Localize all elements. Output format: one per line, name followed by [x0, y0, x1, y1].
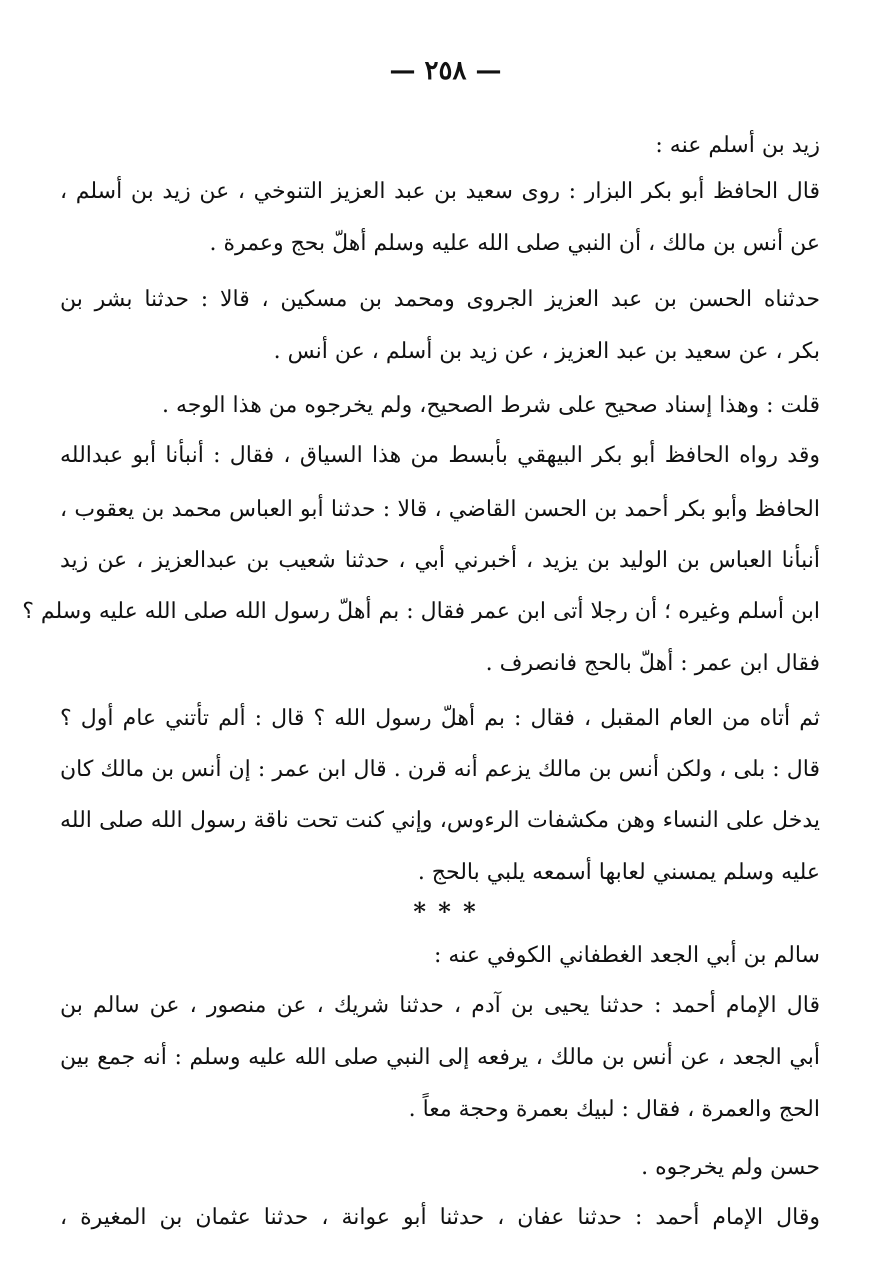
text-line: وقد رواه الحافظ أبو بكر البيهقي بأبسط من هذا السياق ، فقال : أنبأنا أبو عبدالله [60, 443, 820, 468]
text-line: أبي الجعد ، عن أنس بن مالك ، يرفعه إلى النبي صلى الله عليه وسلم : أنه جمع بين [60, 1045, 820, 1070]
text-line: حسن ولم يخرجوه . [641, 1155, 820, 1180]
text-line: فقال ابن عمر : أهلّ بالحج فانصرف . [485, 651, 820, 676]
text-line: الحج والعمرة ، فقال : لبيك بعمرة وحجة معاً . [408, 1097, 820, 1122]
section-heading-salim: سالم بن أبي الجعد الغطفاني الكوفي عنه : [434, 943, 820, 968]
text-line: قال : بلى ، ولكن أنس بن مالك يزعم أنه قرن . قال ابن عمر : إن أنس بن مالك كان [60, 757, 820, 782]
text-line: عن أنس بن مالك ، أن النبي صلى الله عليه وسلم أهلّ بحج وعمرة . [209, 231, 820, 256]
text-line: الحافظ وأبو بكر أحمد بن الحسن القاضي ، قالا : حدثنا أبو العباس محمد بن يعقوب ، [60, 497, 820, 522]
text-line: قال الحافظ أبو بكر البزار : روى سعيد بن عبد العزيز التنوخي ، عن زيد بن أسلم ، [60, 179, 820, 204]
text-line: يدخل على النساء وهن مكشفات الرءوس، وإني كنت تحت ناقة رسول الله صلى الله [60, 808, 820, 833]
text-line: أنبأنا العباس بن الوليد بن يزيد ، أخبرني أبي ، حدثنا شعيب بن عبدالعزيز ، عن زيد [60, 548, 820, 573]
text-line: بكر ، عن سعيد بن عبد العزيز ، عن زيد بن أسلم ، عن أنس . [273, 339, 820, 364]
text-line: ثم أتاه من العام المقبل ، فقال : بم أهلّ رسول الله ؟ قال : ألم تأتني عام أول ؟ [60, 706, 821, 731]
text-line: عليه وسلم يمسني لعابها أسمعه يلبي بالحج . [417, 860, 820, 885]
text-line: حدثناه الحسن بن عبد العزيز الجروى ومحمد بن مسكين ، قالا : حدثنا بشر بن [60, 287, 820, 312]
text-line: قال الإمام أحمد : حدثنا يحيى بن آدم ، حدثنا شريك ، عن منصور ، عن سالم بن [60, 993, 820, 1018]
section-heading-zayd: زيد بن أسلم عنه : [655, 133, 820, 158]
section-separator: * * * [413, 897, 478, 926]
text-line: ابن أسلم وغيره ؛ أن رجلا أتى ابن عمر فقال : بم أهلّ رسول الله صلى الله عليه وسلم ؟ [22, 599, 820, 624]
page-number: — ٢٥٨ — [389, 56, 502, 86]
text-line: وقال الإمام أحمد : حدثنا عفان ، حدثنا أبو عوانة ، حدثنا عثمان بن المغيرة ، [60, 1205, 820, 1230]
text-line: قلت : وهذا إسناد صحيح على شرط الصحيح، ولم يخرجوه من هذا الوجه . [161, 393, 820, 418]
